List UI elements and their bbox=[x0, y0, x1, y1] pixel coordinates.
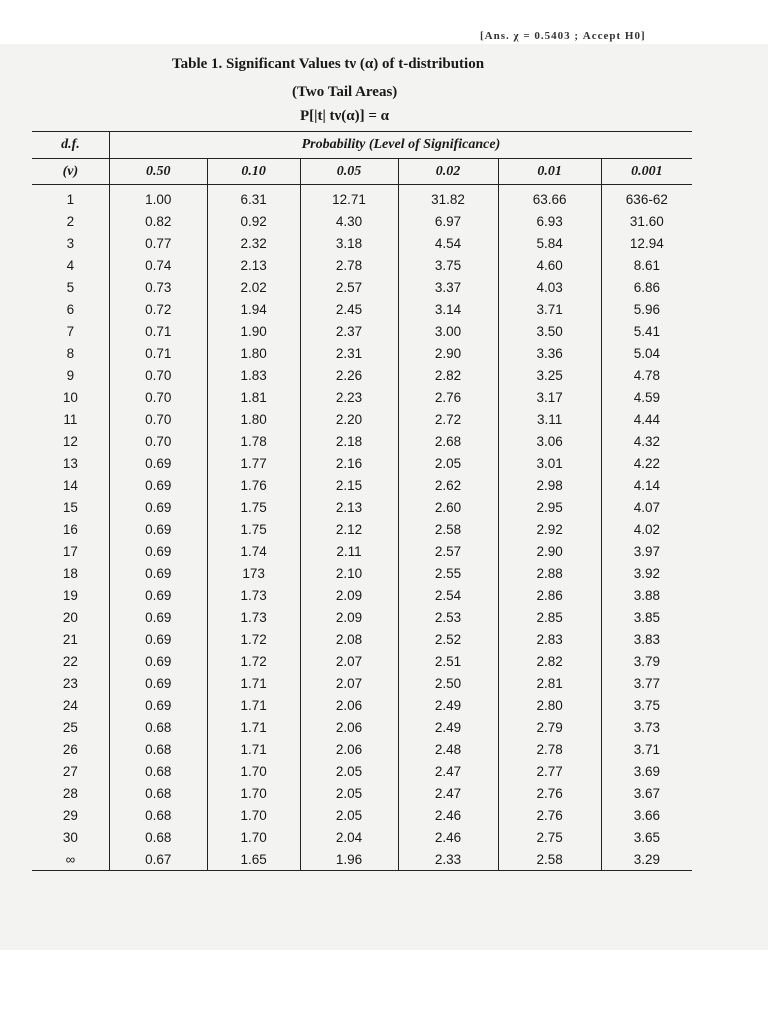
value-cell: 3.97 bbox=[633, 543, 660, 559]
value-cell: 2.68 bbox=[398, 430, 498, 452]
value-cell: 2.77 bbox=[498, 760, 601, 782]
df-cell: 15 bbox=[32, 496, 109, 518]
value-cell: 0.70 bbox=[109, 386, 207, 408]
value-cell: 3.66 bbox=[633, 807, 660, 823]
table-row bbox=[32, 342, 692, 364]
level-header: 0.50 bbox=[109, 159, 207, 185]
value-cell: 3.37 bbox=[398, 276, 498, 298]
value-cell: 1.96 bbox=[300, 848, 398, 871]
value-cell: 4.22 bbox=[633, 455, 660, 471]
value-cell: 1.76 bbox=[207, 474, 300, 496]
value-cell: 0.71 bbox=[109, 342, 207, 364]
value-cell: 1.00 bbox=[109, 185, 207, 211]
value-cell: 0.68 bbox=[109, 716, 207, 738]
value-cell: 0.69 bbox=[109, 452, 207, 474]
table-row bbox=[32, 650, 692, 672]
value-cell: 1.75 bbox=[207, 496, 300, 518]
value-cell: 8.61 bbox=[633, 257, 660, 273]
value-cell: 2.86 bbox=[498, 584, 601, 606]
value-cell: 2.81 bbox=[498, 672, 601, 694]
value-cell: 0.68 bbox=[109, 738, 207, 760]
value-cell: 0.74 bbox=[109, 254, 207, 276]
df-cell: 20 bbox=[32, 606, 109, 628]
value-cell: 1.83 bbox=[207, 364, 300, 386]
level-header: 0.001 bbox=[601, 159, 692, 185]
value-cell: 2.79 bbox=[498, 716, 601, 738]
value-cell: 4.59 bbox=[633, 389, 660, 405]
table-row bbox=[32, 716, 692, 738]
value-cell: 2.48 bbox=[398, 738, 498, 760]
value-cell: 2.57 bbox=[300, 276, 398, 298]
value-cell: 3.11 bbox=[498, 408, 601, 430]
value-cell: 4.54 bbox=[398, 232, 498, 254]
table-row bbox=[32, 606, 692, 628]
value-cell: 2.46 bbox=[398, 826, 498, 848]
value-cell: 4.32 bbox=[633, 433, 660, 449]
value-cell: 2.76 bbox=[498, 782, 601, 804]
value-cell: 6.31 bbox=[207, 185, 300, 211]
value-cell: 4.03 bbox=[498, 276, 601, 298]
value-cell: 1.77 bbox=[207, 452, 300, 474]
value-cell: 4.02 bbox=[633, 521, 660, 537]
value-cell: 2.46 bbox=[398, 804, 498, 826]
value-cell: 2.57 bbox=[398, 540, 498, 562]
value-cell: 2.37 bbox=[300, 320, 398, 342]
df-cell: 5 bbox=[32, 276, 109, 298]
df-cell: 13 bbox=[32, 452, 109, 474]
value-cell: 2.76 bbox=[398, 386, 498, 408]
value-cell: 3.71 bbox=[498, 298, 601, 320]
table-row bbox=[32, 628, 692, 650]
table-row bbox=[32, 474, 692, 496]
value-cell: 0.69 bbox=[109, 628, 207, 650]
value-cell: 3.00 bbox=[398, 320, 498, 342]
value-cell: 31.82 bbox=[398, 185, 498, 211]
value-cell: 2.06 bbox=[300, 738, 398, 760]
value-cell: 3.50 bbox=[498, 320, 601, 342]
df-cell: 11 bbox=[32, 408, 109, 430]
value-cell: 2.60 bbox=[398, 496, 498, 518]
value-cell: 1.73 bbox=[207, 584, 300, 606]
df-cell: 7 bbox=[32, 320, 109, 342]
table-row bbox=[32, 232, 692, 254]
value-cell: 2.90 bbox=[398, 342, 498, 364]
value-cell: 0.69 bbox=[109, 562, 207, 584]
df-cell: 21 bbox=[32, 628, 109, 650]
value-cell: 1.71 bbox=[207, 738, 300, 760]
df-cell: 28 bbox=[32, 782, 109, 804]
value-cell: 0.92 bbox=[207, 210, 300, 232]
value-cell: 173 bbox=[207, 562, 300, 584]
table-row bbox=[32, 496, 692, 518]
value-cell: 3.29 bbox=[601, 848, 692, 871]
value-cell: 0.69 bbox=[109, 518, 207, 540]
value-cell: 0.69 bbox=[109, 672, 207, 694]
value-cell: 4.60 bbox=[498, 254, 601, 276]
value-cell: 2.06 bbox=[300, 694, 398, 716]
value-cell: 0.69 bbox=[109, 650, 207, 672]
value-cell: 0.68 bbox=[109, 782, 207, 804]
table-row bbox=[32, 584, 692, 606]
value-cell: 3.17 bbox=[498, 386, 601, 408]
cut-off-answer-line: [Ans. χ = 0.5403 ; Accept H0] bbox=[480, 30, 646, 42]
value-cell: 3.67 bbox=[633, 785, 660, 801]
value-cell: 2.32 bbox=[207, 232, 300, 254]
value-cell: 2.92 bbox=[498, 518, 601, 540]
value-cell: 0.73 bbox=[109, 276, 207, 298]
value-cell: 0.68 bbox=[109, 760, 207, 782]
table-row bbox=[32, 848, 692, 871]
value-cell: 2.07 bbox=[300, 650, 398, 672]
df-cell: 9 bbox=[32, 364, 109, 386]
value-cell: 2.31 bbox=[300, 342, 398, 364]
value-cell: 2.26 bbox=[300, 364, 398, 386]
value-cell: 3.71 bbox=[633, 741, 660, 757]
table-row bbox=[32, 320, 692, 342]
df-cell: 14 bbox=[32, 474, 109, 496]
value-cell: 2.13 bbox=[207, 254, 300, 276]
value-cell: 3.25 bbox=[498, 364, 601, 386]
value-cell: 3.36 bbox=[498, 342, 601, 364]
value-cell: 2.75 bbox=[498, 826, 601, 848]
table-row bbox=[32, 254, 692, 276]
value-cell: 2.47 bbox=[398, 782, 498, 804]
level-header: 0.02 bbox=[398, 159, 498, 185]
table-row bbox=[32, 782, 692, 804]
value-cell: 2.04 bbox=[300, 826, 398, 848]
value-cell: 3.14 bbox=[398, 298, 498, 320]
value-cell: 5.41 bbox=[633, 323, 660, 339]
df-cell: 30 bbox=[32, 826, 109, 848]
table-body bbox=[32, 185, 692, 871]
level-header: 0.10 bbox=[207, 159, 300, 185]
value-cell: 1.80 bbox=[207, 408, 300, 430]
df-cell: 16 bbox=[32, 518, 109, 540]
value-cell: 2.85 bbox=[498, 606, 601, 628]
value-cell: 2.10 bbox=[300, 562, 398, 584]
df-cell: 27 bbox=[32, 760, 109, 782]
table-row bbox=[32, 185, 692, 211]
value-cell: 0.69 bbox=[109, 496, 207, 518]
df-cell: 26 bbox=[32, 738, 109, 760]
value-cell: 2.52 bbox=[398, 628, 498, 650]
value-cell: 0.71 bbox=[109, 320, 207, 342]
value-cell: 3.83 bbox=[633, 631, 660, 647]
value-cell: 1.78 bbox=[207, 430, 300, 452]
table-title: Table 1. Significant Values tν (α) of t-distribution bbox=[172, 56, 485, 72]
value-cell: 5.84 bbox=[498, 232, 601, 254]
df-cell: 4 bbox=[32, 254, 109, 276]
value-cell: 3.75 bbox=[633, 697, 660, 713]
value-cell: 2.13 bbox=[300, 496, 398, 518]
table-row bbox=[32, 518, 692, 540]
value-cell: 2.78 bbox=[300, 254, 398, 276]
value-cell: 2.58 bbox=[398, 518, 498, 540]
value-cell: 2.51 bbox=[398, 650, 498, 672]
value-cell: 1.71 bbox=[207, 672, 300, 694]
value-cell: 2.50 bbox=[398, 672, 498, 694]
value-cell: 2.49 bbox=[398, 716, 498, 738]
value-cell: 3.69 bbox=[633, 763, 660, 779]
table-row bbox=[32, 452, 692, 474]
value-cell: 1.72 bbox=[207, 650, 300, 672]
table-row bbox=[32, 804, 692, 826]
table-row bbox=[32, 276, 692, 298]
value-cell: 2.23 bbox=[300, 386, 398, 408]
df-cell: 1 bbox=[32, 185, 109, 211]
value-cell: 12.94 bbox=[629, 235, 664, 251]
value-cell: 2.55 bbox=[398, 562, 498, 584]
value-cell: 2.54 bbox=[398, 584, 498, 606]
value-cell: 1.81 bbox=[207, 386, 300, 408]
level-header: 0.01 bbox=[498, 159, 601, 185]
value-cell: 2.90 bbox=[498, 540, 601, 562]
value-cell: 1.74 bbox=[207, 540, 300, 562]
value-cell: 6.86 bbox=[633, 279, 660, 295]
level-header: 0.05 bbox=[300, 159, 398, 185]
value-cell: 2.33 bbox=[398, 848, 498, 871]
table-row bbox=[32, 540, 692, 562]
value-cell: 6.93 bbox=[498, 210, 601, 232]
value-cell: 1.73 bbox=[207, 606, 300, 628]
value-cell: 2.95 bbox=[498, 496, 601, 518]
value-cell: 2.09 bbox=[300, 606, 398, 628]
value-cell: 0.70 bbox=[109, 408, 207, 430]
df-cell: 18 bbox=[32, 562, 109, 584]
value-cell: 63.66 bbox=[498, 185, 601, 211]
value-cell: 2.76 bbox=[498, 804, 601, 826]
value-cell: 3.75 bbox=[398, 254, 498, 276]
df-cell: ∞ bbox=[32, 848, 109, 871]
value-cell: 2.05 bbox=[300, 782, 398, 804]
table-row bbox=[32, 672, 692, 694]
value-cell: 2.82 bbox=[498, 650, 601, 672]
df-cell: 10 bbox=[32, 386, 109, 408]
df-cell: 25 bbox=[32, 716, 109, 738]
df-cell: 6 bbox=[32, 298, 109, 320]
value-cell: 1.65 bbox=[207, 848, 300, 871]
table-row bbox=[32, 210, 692, 232]
value-cell: 12.71 bbox=[300, 185, 398, 211]
value-cell: 2.45 bbox=[300, 298, 398, 320]
value-cell: 2.07 bbox=[300, 672, 398, 694]
value-cell: 2.18 bbox=[300, 430, 398, 452]
value-cell: 2.88 bbox=[498, 562, 601, 584]
value-cell: 0.82 bbox=[109, 210, 207, 232]
table-row bbox=[32, 386, 692, 408]
value-cell: 2.62 bbox=[398, 474, 498, 496]
value-cell: 2.58 bbox=[498, 848, 601, 871]
df-cell: 12 bbox=[32, 430, 109, 452]
value-cell: 2.53 bbox=[398, 606, 498, 628]
df-cell: 19 bbox=[32, 584, 109, 606]
value-cell: 1.70 bbox=[207, 826, 300, 848]
value-cell: 0.72 bbox=[109, 298, 207, 320]
value-cell: 636-62 bbox=[625, 191, 668, 207]
value-cell: 3.06 bbox=[498, 430, 601, 452]
value-cell: 3.77 bbox=[633, 675, 660, 691]
value-cell: 2.47 bbox=[398, 760, 498, 782]
value-cell: 1.75 bbox=[207, 518, 300, 540]
value-cell: 3.92 bbox=[633, 565, 660, 581]
value-cell: 3.79 bbox=[633, 653, 660, 669]
df-cell: 23 bbox=[32, 672, 109, 694]
header-row-top bbox=[32, 132, 692, 159]
value-cell: 2.82 bbox=[398, 364, 498, 386]
value-cell: 1.71 bbox=[207, 716, 300, 738]
value-cell: 3.73 bbox=[633, 719, 660, 735]
header-row-levels bbox=[32, 159, 692, 185]
value-cell: 2.20 bbox=[300, 408, 398, 430]
value-cell: 0.77 bbox=[109, 232, 207, 254]
value-cell: 2.83 bbox=[498, 628, 601, 650]
value-cell: 2.05 bbox=[398, 452, 498, 474]
table-row bbox=[32, 826, 692, 848]
value-cell: 2.06 bbox=[300, 716, 398, 738]
table-row bbox=[32, 760, 692, 782]
table-row bbox=[32, 430, 692, 452]
table-row bbox=[32, 364, 692, 386]
value-cell: 4.07 bbox=[633, 499, 660, 515]
table-subtitle: (Two Tail Areas) bbox=[292, 84, 398, 100]
value-cell: 2.05 bbox=[300, 804, 398, 826]
value-cell: 3.88 bbox=[633, 587, 660, 603]
value-cell: 2.16 bbox=[300, 452, 398, 474]
df-cell: 3 bbox=[32, 232, 109, 254]
df-cell: 8 bbox=[32, 342, 109, 364]
df-cell: 24 bbox=[32, 694, 109, 716]
value-cell: 2.49 bbox=[398, 694, 498, 716]
value-cell: 1.70 bbox=[207, 782, 300, 804]
t-distribution-table bbox=[32, 131, 692, 871]
value-cell: 3.65 bbox=[633, 829, 660, 845]
value-cell: 2.72 bbox=[398, 408, 498, 430]
value-cell: 2.05 bbox=[300, 760, 398, 782]
table-row bbox=[32, 298, 692, 320]
value-cell: 5.96 bbox=[633, 301, 660, 317]
value-cell: 2.78 bbox=[498, 738, 601, 760]
value-cell: 4.30 bbox=[300, 210, 398, 232]
value-cell: 2.15 bbox=[300, 474, 398, 496]
value-cell: 2.12 bbox=[300, 518, 398, 540]
value-cell: 0.69 bbox=[109, 474, 207, 496]
df-cell: 17 bbox=[32, 540, 109, 562]
value-cell: 1.70 bbox=[207, 760, 300, 782]
value-cell: 1.90 bbox=[207, 320, 300, 342]
table-row bbox=[32, 694, 692, 716]
df-cell: 2 bbox=[32, 210, 109, 232]
value-cell: 31.60 bbox=[629, 213, 664, 229]
table-row bbox=[32, 408, 692, 430]
value-cell: 2.80 bbox=[498, 694, 601, 716]
value-cell: 0.69 bbox=[109, 540, 207, 562]
value-cell: 4.14 bbox=[633, 477, 660, 493]
value-cell: 4.44 bbox=[633, 411, 660, 427]
value-cell: 2.08 bbox=[300, 628, 398, 650]
value-cell: 0.67 bbox=[109, 848, 207, 871]
value-cell: 0.70 bbox=[109, 364, 207, 386]
value-cell: 1.70 bbox=[207, 804, 300, 826]
value-cell: 3.18 bbox=[300, 232, 398, 254]
df-cell: 29 bbox=[32, 804, 109, 826]
value-cell: 0.68 bbox=[109, 826, 207, 848]
nu-label: (ν) bbox=[32, 159, 109, 185]
value-cell: 0.70 bbox=[109, 430, 207, 452]
value-cell: 0.68 bbox=[109, 804, 207, 826]
value-cell: 0.69 bbox=[109, 584, 207, 606]
value-cell: 5.04 bbox=[633, 345, 660, 361]
df-label: d.f. bbox=[32, 132, 109, 159]
value-cell: 0.69 bbox=[109, 606, 207, 628]
value-cell: 3.85 bbox=[633, 609, 660, 625]
value-cell: 2.02 bbox=[207, 276, 300, 298]
value-cell: 1.71 bbox=[207, 694, 300, 716]
value-cell: 3.01 bbox=[498, 452, 601, 474]
probability-header: Probability (Level of Significance) bbox=[109, 132, 692, 159]
value-cell: 2.11 bbox=[300, 540, 398, 562]
value-cell: 2.09 bbox=[300, 584, 398, 606]
value-cell: 1.72 bbox=[207, 628, 300, 650]
value-cell: 1.94 bbox=[207, 298, 300, 320]
df-cell: 22 bbox=[32, 650, 109, 672]
value-cell: 0.69 bbox=[109, 694, 207, 716]
table-row bbox=[32, 562, 692, 584]
value-cell: 6.97 bbox=[398, 210, 498, 232]
value-cell: 1.80 bbox=[207, 342, 300, 364]
table-formula: P[|t| tν(α)] = α bbox=[300, 108, 389, 124]
table-row bbox=[32, 738, 692, 760]
value-cell: 4.78 bbox=[633, 367, 660, 383]
value-cell: 2.98 bbox=[498, 474, 601, 496]
